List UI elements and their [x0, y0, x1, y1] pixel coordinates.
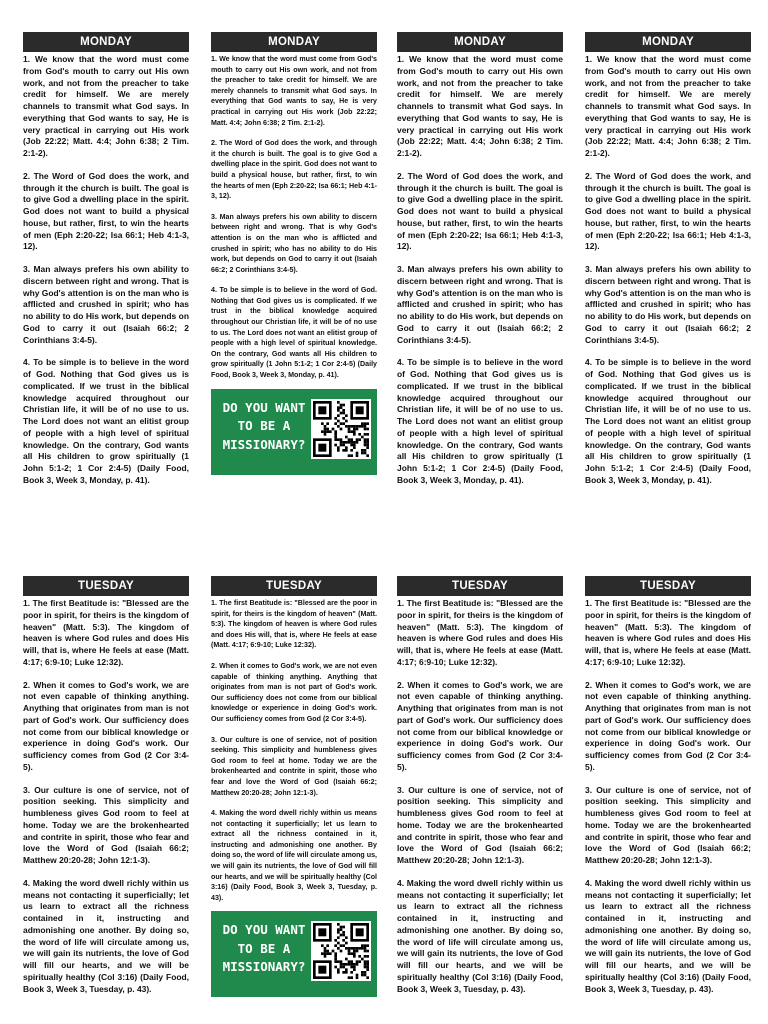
- banner-text: [217, 399, 311, 455]
- banner-line: DO YOU WANT: [222, 399, 306, 415]
- devotional-text: [397, 54, 563, 487]
- banner-text: [217, 921, 311, 977]
- paragraph: 2. When it comes to God's work, we are not even capable of thinking anything. Anything that originates from man is not part of God's work. Our sufficiency does not come from our biblical knowledge or experience in doing God's work. Our sufficiency comes from God (2 Cor 3:4-5).: [585, 679, 751, 772]
- paragraph: 2. The Word of God does the work, and through it the church is built. The goal is to give God a dwelling place in the spirit. God does not want to build a physical house, but rather, first, to win the hearts of men (Eph 2:20-22; Isa 66:1; Heb 4:1-3, 12).: [585, 170, 751, 252]
- paragraph: 1. We know that the word must come from God's mouth to carry out His own work, and not from the preacher to take credit for himself. We are merely channels to transmit what God says. In everything that God wants to say, He is very practical in carrying out His work (Job 22:22; Matt. 4:4; John 6:38; 2 Tim. 2:1-2).: [23, 54, 189, 158]
- paragraph: 1. The first Beatitude is: "Blessed are the poor in spirit, for theirs is the kingdom of heaven" (Matt. 5:3). The kingdom of heaven is where God rules and does His will, that is, where He feels at ease (Matt. 4:17; 6:9-10; Luke 12:32).: [585, 598, 751, 667]
- paragraph: 3. Man always prefers his own ability to discern between right and wrong. That is why God's attention is on the man who is afflicted and crushed in spirit; who has no ability to do His work, but depends on God to carry it out (Isaiah 66:2; 2 Corinthians 3:4-5).: [397, 264, 563, 345]
- day-header: TUESDAY: [585, 576, 751, 596]
- paragraph: 1. We know that the word must come from God's mouth to carry out His own work, and not from the preacher to take credit for himself. We are merely channels to transmit what God says. In everything that God wants to say, He is very practical in carrying out His work (Job 22:22; Matt. 4:4; John 6:38; 2 Tim. 2:1-2).: [585, 54, 751, 158]
- paragraph: 1. The first Beatitude is: "Blessed are the poor in spirit, for theirs is the kingdom of heaven" (Matt. 5:3). The kingdom of heaven is where God rules and does His will, that is, where He feels at ease (Matt. 4:17; 6:9-10; Luke 12:32).: [397, 598, 563, 667]
- missionary-banner[interactable]: [211, 389, 377, 475]
- tuesday-card-1: [23, 576, 189, 1024]
- banner-line: DO YOU WANT: [222, 922, 306, 938]
- paragraph: 3. Man always prefers his own ability to discern between right and wrong. That is why God's attention is on the man who is afflicted and crushed in spirit; who has no ability to do His work, but depends on God to carry it out (Isaiah 66:2; 2 Corinthians 3:4-5).: [23, 264, 189, 345]
- paragraph: 3. Our culture is one of service, not of position seeking. This simplicity and humbleness gives God room to feel at home. Today we are the brokenhearted and contrite in spirit, those who fear and love the Word of God (Isaiah 66:2; Matthew 20:20-28; John 12:1-3).: [585, 784, 751, 865]
- devotional-text: [211, 598, 377, 903]
- tuesday-card-4: [585, 576, 751, 1024]
- paragraph: 4. To be simple is to believe in the word of God. Nothing that God gives us is complicated. If we trust in the biblical knowledge acquired throughout our Christian life, it will be of no use to us. The Lord does not want an elitist group of people with a high level of spiritual knowledge. On the contrary, God wants all His children to grow spiritually (1 John 5:1-2; 1 Cor 2:4-5) (Daily Food, Book 3, Week 3, Monday, p. 41).: [397, 357, 563, 485]
- monday-card-1: [23, 32, 189, 542]
- paragraph: 4. Making the word dwell richly within us means not contacting it superficially; let us learn to extract all the richness contained in it, instructing and admonishing one another. By doing so, the word of life will circulate among us, we will gain its nutrients, the love of God will fill our hearts, and we will be spiritually healthy (Col 3:16) (Daily Food, Book 3, Week 3, Tuesday, p. 43).: [585, 877, 751, 994]
- missionary-banner[interactable]: [211, 911, 377, 997]
- paragraph: 4. Making the word dwell richly within us means not contacting it superficially; let us learn to extract all the richness contained in it, instructing and admonishing one another. By doing so, the word of life will circulate among us, we will gain its nutrients, the love of God will fill our hearts, and we will be spiritually healthy (Col 3:16) (Daily Food, Book 3, Week 3, Tuesday, p. 43).: [211, 809, 377, 902]
- paragraph: 1. We know that the word must come from God's mouth to carry out His own work, and not from the preacher to take credit for himself. We are merely channels to transmit what God says. In everything that God wants to say, He is very practical in carrying out His work (Job 22:22; Matt. 4:4; John 6:38; 2 Tim. 2:1-2).: [397, 54, 563, 158]
- tuesday-card-3: [397, 576, 563, 1024]
- day-header: MONDAY: [211, 32, 377, 52]
- devotional-text: [211, 54, 377, 381]
- banner-line: TO BE A: [237, 418, 291, 434]
- paragraph: 3. Our culture is one of service, not of position seeking. This simplicity and humbleness gives God room to feel at home. Today we are the brokenhearted and contrite in spirit, those who fear and love the Word of God (Isaiah 66:2; Matthew 20:20-28; John 12:1-3).: [397, 784, 563, 865]
- qr-code-icon[interactable]: [311, 399, 371, 459]
- paragraph: 2. The Word of God does the work, and through it the church is built. The goal is to give God a dwelling place in the spirit. God does not want to build a physical house, but rather, first, to win the hearts of men (Eph 2:20-22; Isa 66:1; Heb 4:1-3, 12).: [23, 170, 189, 252]
- paragraph: 3. Man always prefers his own ability to discern between right and wrong. That is why God's attention is on the man who is afflicted and crushed in spirit; who has no ability to do His work, but depends on God to carry it out (Isaiah 66:2; 2 Corinthians 3:4-5).: [585, 264, 751, 345]
- banner-line: MISSIONARY?: [222, 436, 306, 452]
- day-header: TUESDAY: [211, 576, 377, 596]
- day-header: TUESDAY: [397, 576, 563, 596]
- paragraph: 4. Making the word dwell richly within us means not contacting it superficially; let us learn to extract all the richness contained in it, instructing and admonishing one another. By doing so, the word of life will circulate among us, we will gain its nutrients, the love of God will fill our hearts, and we will be spiritually healthy (Col 3:16) (Daily Food, Book 3, Week 3, Tuesday, p. 43).: [397, 877, 563, 994]
- monday-card-4: [585, 32, 751, 542]
- day-header: MONDAY: [585, 32, 751, 52]
- monday-card-2: [211, 32, 377, 534]
- day-header: TUESDAY: [23, 576, 189, 596]
- paragraph: 1. We know that the word must come from God's mouth to carry out His own work, and not from the preacher to take credit for himself. We are merely channels to transmit what God says. In everything that God wants to say, He is very practical in carrying out His work (Job 22:22; Matt. 4:4; John 6:38; 2 Tim. 2:1-2).: [211, 55, 377, 127]
- paragraph: 2. When it comes to God's work, we are not even capable of thinking anything. Anything that originates from man is not part of God's work. Our sufficiency does not come from our biblical knowledge or experience in doing God's work. Our sufficiency comes from God (2 Cor 3:4-5).: [23, 679, 189, 772]
- paragraph: 1. The first Beatitude is: "Blessed are the poor in spirit, for theirs is the kingdom of heaven" (Matt. 5:3). The kingdom of heaven is where God rules and does His will, that is, where He feels at ease (Matt. 4:17; 6:9-10; Luke 12:32).: [211, 599, 377, 650]
- monday-card-3: [397, 32, 563, 542]
- devotional-text: [23, 54, 189, 487]
- qr-code-icon[interactable]: [311, 921, 371, 981]
- paragraph: 4. To be simple is to believe in the word of God. Nothing that God gives us is complicated. If we trust in the biblical knowledge acquired throughout our Christian life, it will be of no use to us. The Lord does not want an elitist group of people with a high level of spiritual knowledge. On the contrary, God wants all His children to grow spiritually (1 John 5:1-2; 1 Cor 2:4-5) (Daily Food, Book 3, Week 3, Monday, p. 41).: [585, 357, 751, 485]
- banner-line: TO BE A: [237, 940, 291, 956]
- day-header: MONDAY: [397, 32, 563, 52]
- paragraph: 3. Our culture is one of service, not of position seeking. This simplicity and humbleness gives God room to feel at home. Today we are the brokenhearted and contrite in spirit, those who fear and love the Word of God (Isaiah 66:2; Matthew 20:20-28; John 12:1-3).: [23, 784, 189, 865]
- paragraph: 1. The first Beatitude is: "Blessed are the poor in spirit, for theirs is the kingdom of heaven" (Matt. 5:3). The kingdom of heaven is where God rules and does His will, that is, where He feels at ease (Matt. 4:17; 6:9-10; Luke 12:32).: [23, 598, 189, 667]
- banner-line: MISSIONARY?: [222, 959, 306, 975]
- paragraph: 4. To be simple is to believe in the word of God. Nothing that God gives us is complicated. If we trust in the biblical knowledge acquired throughout our Christian life, it will be of no use to us. The Lord does not want an elitist group of people with a high level of spiritual knowledge. On the contrary, God wants all His children to grow spiritually (1 John 5:1-2; 1 Cor 2:4-5) (Daily Food, Book 3, Week 3, Monday, p. 41).: [211, 286, 377, 380]
- paragraph: 2. When it comes to God's work, we are not even capable of thinking anything. Anything that originates from man is not part of God's work. Our sufficiency does not come from our biblical knowledge or experience in doing God's work. Our sufficiency comes from God (2 Cor 3:4-5).: [397, 679, 563, 772]
- paragraph: 2. The Word of God does the work, and through it the church is built. The goal is to give God a dwelling place in the spirit. God does not want to build a physical house, but rather, first, to win the hearts of men (Eph 2:20-22; Isa 66:1; Heb 4:1-3, 12).: [397, 170, 563, 252]
- devotional-text: [585, 598, 751, 995]
- paragraph: 2. When it comes to God's work, we are not even capable of thinking anything. Anything that originates from man is not part of God's work. Our sufficiency does not come from our biblical knowledge or experience in doing God's work. Our sufficiency comes from God (2 Cor 3:4-5).: [211, 661, 377, 723]
- paragraph: 4. To be simple is to believe in the word of God. Nothing that God gives us is complicated. If we trust in the biblical knowledge acquired throughout our Christian life, it will be of no use to us. The Lord does not want an elitist group of people with a high level of spiritual knowledge. On the contrary, God wants all His children to grow spiritually (1 John 5:1-2; 1 Cor 2:4-5) (Daily Food, Book 3, Week 3, Monday, p. 41).: [23, 357, 189, 485]
- tuesday-card-2: [211, 576, 377, 1024]
- day-header: MONDAY: [23, 32, 189, 52]
- paragraph: 3. Our culture is one of service, not of position seeking. This simplicity and humbleness gives God room to feel at home. Today we are the brokenhearted and contrite in spirit, those who fear and love the Word of God (Isaiah 66:2; Matthew 20:20-28; John 12:1-3).: [211, 735, 377, 797]
- devotional-text: [585, 54, 751, 487]
- devotional-text: [397, 598, 563, 995]
- paragraph: 2. The Word of God does the work, and through it the church is built. The goal is to give God a dwelling place in the spirit. God does not want to build a physical house, but rather, first, to win the hearts of men (Eph 2:20-22; Isa 66:1; Heb 4:1-3, 12).: [211, 139, 377, 201]
- paragraph: 3. Man always prefers his own ability to discern between right and wrong. That is why God's attention is on the man who is afflicted and crushed in spirit; who has no ability to do His work, but depends on God to carry it out (Isaiah 66:2; 2 Corinthians 3:4-5).: [211, 212, 377, 274]
- devotional-text: [23, 598, 189, 995]
- paragraph: 4. Making the word dwell richly within us means not contacting it superficially; let us learn to extract all the richness contained in it, instructing and admonishing one another. By doing so, the word of life will circulate among us, we will gain its nutrients, the love of God will fill our hearts, and we will be spiritually healthy (Col 3:16) (Daily Food, Book 3, Week 3, Tuesday, p. 43).: [23, 877, 189, 994]
